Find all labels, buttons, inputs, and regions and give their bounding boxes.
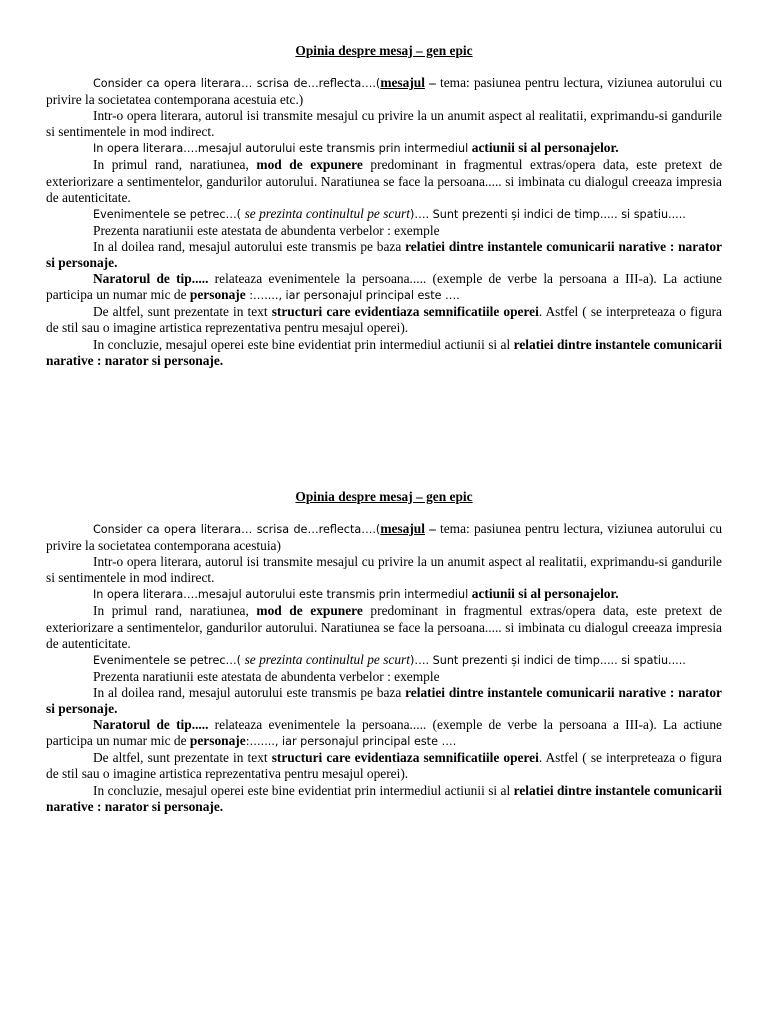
paragraph-author-message: Intr-o opera literara, autorul isi transmite mesajul cu privire la un anumit aspect al realitatii, exprimandu-si gandurile si sentimentele in mod indirect.: [46, 108, 722, 140]
document-section-2: [46, 489, 722, 815]
paragraph-verbs: Prezenta naratiunii este atestata de abundenta verbelor : exemple: [93, 222, 440, 238]
section-title: Opinia despre mesaj – gen epic: [295, 43, 473, 58]
paragraph-second-point: In al doilea rand, mesajul autorului este transmis pe baza relatiei dintre instantele comunicarii narative : narator si personaje.: [46, 684, 722, 717]
document-section-1: [46, 43, 722, 369]
paragraph-structures: De altfel, sunt prezentate in text structuri care evidentiaza semnificatiile operei. Astfel ( se interpreteaza o figura de stil sau o imagine artistica reprezentativa pentru mesajul operei).: [46, 750, 722, 782]
paragraph-conclusion: In concluzie, mesajul operei este bine evidentiat prin intermediul actiunii si al relatiei dintre instantele comunicarii narative : narator si personaje.: [46, 336, 722, 368]
paragraph-events: Evenimentele se petrec…( se prezinta continultul pe scurt)…. Sunt prezenti și indici de timp..... si spatiu.....: [93, 205, 686, 221]
paragraph-author-message: Intr-o opera literara, autorul isi transmite mesajul cu privire la un anumit aspect al realitatii, exprimandu-si gandurile si sentimentele in mod indirect.: [46, 554, 722, 586]
paragraph-second-point: In al doilea rand, mesajul autorului este transmis pe baza relatiei dintre instantele comunicarii narative : narator si personaje.: [46, 238, 722, 271]
paragraph-transmission: In opera literara….mesajul autorului este transmis prin intermediul actiunii si al personajelor.: [93, 140, 619, 156]
paragraph-transmission: In opera literara….mesajul autorului este transmis prin intermediul actiunii si al personajelor.: [93, 586, 619, 602]
paragraph-structures: De altfel, sunt prezentate in text structuri care evidentiaza semnificatiile operei. Astfel ( se interpreteaza o figura de stil sau o imagine artistica reprezentativa pentru mesajul operei).: [46, 304, 722, 336]
paragraph-conclusion: In concluzie, mesajul operei este bine evidentiat prin intermediul actiunii si al relatiei dintre instantele comunicarii narative : narator si personaje.: [46, 782, 722, 814]
paragraph-narration: In primul rand, naratiunea, mod de expunere predominant in fragmentul extras/opera data, este pretext de exteriorizare a sentimentelor, gandurilor autorului. Naratiunea se face la persoana..... si imbinata cu dialogul creeaza impresia de autenticitate.: [46, 157, 723, 205]
paragraph-intro: Consider ca opera literara… scrisa de…reflecta….(mesajul – tema: pasiunea pentru lectura, viziunea autorului cu privire la societatea contemporana acestuia): [46, 521, 723, 554]
paragraph-verbs: Prezenta naratiunii este atestata de abundenta verbelor : exemple: [93, 668, 440, 684]
paragraph-narration: In primul rand, naratiunea, mod de expunere predominant in fragmentul extras/opera data, este pretext de exteriorizare a sentimentelor, gandurilor autorului. Naratiunea se face la persoana..... si imbinata cu dialogul creeaza impresia de autenticitate.: [46, 603, 723, 651]
paragraph-narrator: Naratorul de tip..... relateaza evenimentele la persoana..... (exemple de verbe la persoana a III-a). La actiune participa un numar mic de personaje :…...., iar personajul principal este ….: [46, 271, 722, 303]
paragraph-intro: Consider ca opera literara… scrisa de…reflecta….(mesajul – tema: pasiunea pentru lectura, viziunea autorului cu privire la societatea contemporana acestuia etc.): [46, 75, 723, 108]
paragraph-events: Evenimentele se petrec…( se prezinta continultul pe scurt)…. Sunt prezenti și indici de timp..... si spatiu.....: [93, 651, 686, 667]
section-title: Opinia despre mesaj – gen epic: [295, 489, 473, 504]
paragraph-narrator: Naratorul de tip..... relateaza evenimentele la persoana..... (exemple de verbe la persoana a III-a). La actiune participa un numar mic de personaje:…...., iar personajul principal este ….: [46, 717, 722, 749]
